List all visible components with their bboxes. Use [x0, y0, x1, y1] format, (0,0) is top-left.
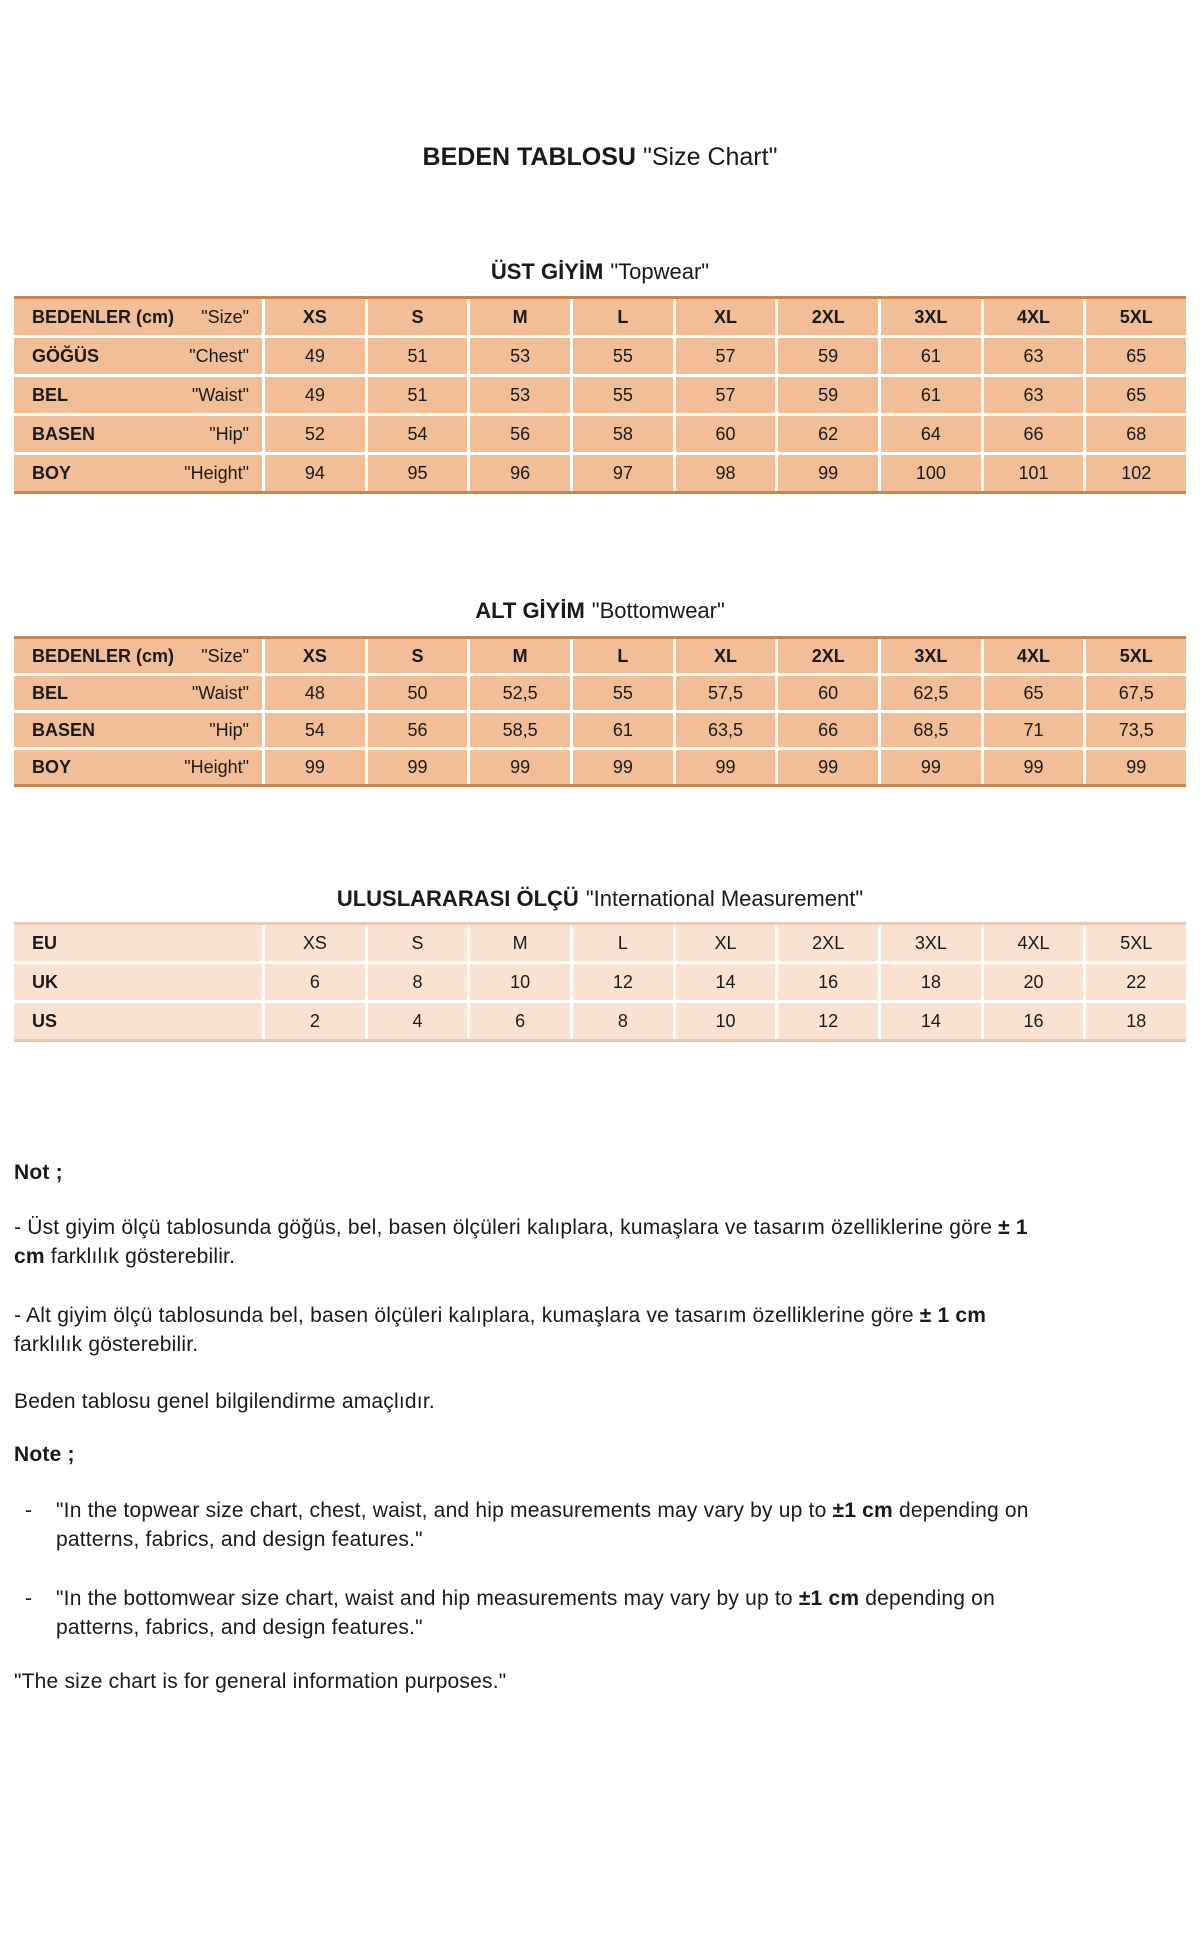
row-label-translation: "Size": [201, 306, 249, 327]
bullet-dash: -: [25, 1587, 33, 1610]
size-header-cell: 2XL: [778, 639, 878, 673]
value-cell: 16: [778, 964, 878, 1000]
value-cell: 6: [265, 964, 365, 1000]
value-cell: 63: [984, 338, 1084, 374]
size-header-cell: 3XL: [881, 925, 981, 961]
value-cell: 99: [984, 750, 1084, 784]
row-label-cell: [14, 416, 262, 452]
table-row: [14, 377, 1186, 413]
row-label-cell: [14, 925, 262, 961]
value-cell: 53: [470, 338, 570, 374]
note-bold-text: Not ;: [14, 1161, 63, 1184]
page-title-translation: "Size Chart": [642, 143, 778, 171]
size-header-cell: XL: [676, 925, 776, 961]
value-cell: 51: [368, 338, 468, 374]
size-header-cell: 2XL: [778, 925, 878, 961]
size-header-cell: 4XL: [984, 925, 1084, 961]
table-row: [14, 964, 1186, 1000]
value-cell: 63,5: [676, 713, 776, 747]
value-cell: 62: [778, 416, 878, 452]
size-header-cell: L: [573, 299, 673, 335]
value-cell: 49: [265, 338, 365, 374]
size-header-cell: 3XL: [881, 639, 981, 673]
note-paragraph: [14, 1496, 1186, 1554]
bottomwear-size-table: [14, 636, 1186, 787]
topwear-heading: [14, 259, 1186, 285]
value-cell: 18: [1086, 1003, 1186, 1039]
value-cell: 68,5: [881, 713, 981, 747]
note-text-span: "The size chart is for general information purposes.": [14, 1670, 507, 1693]
row-label: BOY: [32, 756, 72, 777]
note-paragraph: [14, 1213, 1186, 1271]
size-header-cell: XS: [265, 925, 365, 961]
value-cell: 4: [368, 1003, 468, 1039]
note-label: [14, 1158, 1186, 1187]
value-cell: 67,5: [1086, 676, 1186, 710]
value-cell: 101: [984, 455, 1084, 491]
value-cell: 8: [573, 1003, 673, 1039]
value-cell: 58: [573, 416, 673, 452]
row-label: BOY: [32, 462, 72, 483]
note-bold-text: cm: [14, 1245, 45, 1268]
bottomwear-heading: [14, 598, 1186, 624]
value-cell: 54: [368, 416, 468, 452]
value-cell: 99: [881, 750, 981, 784]
value-cell: 65: [984, 676, 1084, 710]
value-cell: 10: [470, 964, 570, 1000]
note-text-span: patterns, fabrics, and design features.": [56, 1616, 423, 1639]
note-text-span: patterns, fabrics, and design features.": [56, 1528, 423, 1551]
value-cell: 61: [881, 377, 981, 413]
table-header-row: [14, 925, 1186, 961]
row-label: BEL: [32, 682, 68, 703]
value-cell: 99: [368, 750, 468, 784]
value-cell: 57: [676, 338, 776, 374]
value-cell: 50: [368, 676, 468, 710]
row-label-translation: "Hip": [209, 719, 249, 740]
page-title-main: BEDEN TABLOSU: [422, 143, 636, 171]
value-cell: 62,5: [881, 676, 981, 710]
value-cell: 66: [984, 416, 1084, 452]
table-row: [14, 713, 1186, 747]
notes: [14, 1158, 1186, 1696]
size-header-cell: S: [368, 299, 468, 335]
international-heading-translation: "International Measurement": [585, 886, 864, 911]
value-cell: 12: [573, 964, 673, 1000]
value-cell: 20: [984, 964, 1084, 1000]
value-cell: 99: [778, 455, 878, 491]
note-label: [14, 1440, 1186, 1469]
value-cell: 73,5: [1086, 713, 1186, 747]
note-bold-text: ±1 cm: [832, 1499, 893, 1522]
row-label: US: [32, 1010, 58, 1031]
value-cell: 54: [265, 713, 365, 747]
international-size-table: [14, 922, 1186, 1042]
size-header-cell: M: [470, 299, 570, 335]
row-label-translation: "Height": [184, 462, 249, 483]
note-text: [56, 1584, 1186, 1642]
size-header-cell: 4XL: [984, 639, 1084, 673]
size-header-cell: S: [368, 639, 468, 673]
value-cell: 52,5: [470, 676, 570, 710]
value-cell: 8: [368, 964, 468, 1000]
value-cell: 71: [984, 713, 1084, 747]
size-header-cell: S: [368, 925, 468, 961]
bottomwear-heading-translation: "Bottomwear": [591, 598, 725, 623]
note-bold-text: ± 1: [998, 1216, 1028, 1239]
value-cell: 18: [881, 964, 981, 1000]
row-label: BEDENLER (cm): [32, 306, 175, 327]
value-cell: 2: [265, 1003, 365, 1039]
bottomwear-heading-main: ALT GİYİM: [475, 598, 585, 623]
value-cell: 57: [676, 377, 776, 413]
note-paragraph: [14, 1584, 1186, 1642]
table-row: [14, 338, 1186, 374]
row-label-translation: "Waist": [191, 384, 249, 405]
value-cell: 14: [881, 1003, 981, 1039]
row-label-cell: [14, 750, 262, 784]
table-row: [14, 416, 1186, 452]
value-cell: 51: [368, 377, 468, 413]
note-text-span: farklılık gösterebilir.: [44, 1245, 236, 1268]
size-header-cell: M: [470, 639, 570, 673]
value-cell: 16: [984, 1003, 1084, 1039]
value-cell: 57,5: [676, 676, 776, 710]
note-bold-text: Note ;: [14, 1443, 75, 1466]
value-cell: 68: [1086, 416, 1186, 452]
value-cell: 99: [778, 750, 878, 784]
row-label-cell: [14, 639, 262, 673]
size-header-cell: XL: [676, 299, 776, 335]
size-header-cell: 3XL: [881, 299, 981, 335]
value-cell: 12: [778, 1003, 878, 1039]
value-cell: 65: [1086, 338, 1186, 374]
value-cell: 96: [470, 455, 570, 491]
table-row: [14, 676, 1186, 710]
table-row: [14, 455, 1186, 491]
value-cell: 60: [676, 416, 776, 452]
note-text-span: farklılık gösterebilir.: [14, 1333, 199, 1356]
note-paragraph: [14, 1667, 1186, 1696]
row-label: BASEN: [32, 423, 96, 444]
value-cell: 58,5: [470, 713, 570, 747]
value-cell: 55: [573, 338, 673, 374]
value-cell: 99: [265, 750, 365, 784]
topwear-size-table: [14, 296, 1186, 494]
size-header-cell: 5XL: [1086, 299, 1186, 335]
value-cell: 14: [676, 964, 776, 1000]
row-label-cell: [14, 1003, 262, 1039]
row-label-cell: [14, 964, 262, 1000]
value-cell: 66: [778, 713, 878, 747]
row-label: EU: [32, 932, 58, 953]
size-header-cell: 2XL: [778, 299, 878, 335]
value-cell: 48: [265, 676, 365, 710]
value-cell: 97: [573, 455, 673, 491]
size-header-cell: L: [573, 925, 673, 961]
value-cell: 59: [778, 338, 878, 374]
table-header-row: [14, 639, 1186, 673]
table-header-row: [14, 299, 1186, 335]
value-cell: 61: [881, 338, 981, 374]
note-bold-text: ± 1 cm: [919, 1304, 987, 1327]
value-cell: 61: [573, 713, 673, 747]
size-header-cell: 5XL: [1086, 639, 1186, 673]
size-header-cell: XS: [265, 639, 365, 673]
value-cell: 6: [470, 1003, 570, 1039]
section-topwear: [14, 259, 1186, 494]
value-cell: 53: [470, 377, 570, 413]
row-label-cell: [14, 299, 262, 335]
row-label-cell: [14, 338, 262, 374]
value-cell: 95: [368, 455, 468, 491]
value-cell: 49: [265, 377, 365, 413]
note-bold-text: ±1 cm: [798, 1587, 860, 1610]
value-cell: 55: [573, 377, 673, 413]
note-paragraph: [14, 1301, 1186, 1359]
row-label: BEDENLER (cm): [32, 645, 175, 666]
size-header-cell: XL: [676, 639, 776, 673]
international-heading: [14, 886, 1186, 912]
size-header-cell: XS: [265, 299, 365, 335]
topwear-heading-translation: "Topwear": [610, 259, 710, 284]
note-text-span: depending on: [892, 1499, 1029, 1522]
note-text-span: depending on: [859, 1587, 995, 1610]
value-cell: 99: [573, 750, 673, 784]
value-cell: 99: [1086, 750, 1186, 784]
value-cell: 100: [881, 455, 981, 491]
international-heading-main: ULUSLARARASI ÖLÇÜ: [336, 886, 579, 911]
row-label-cell: [14, 676, 262, 710]
value-cell: 22: [1086, 964, 1186, 1000]
note-text: [56, 1496, 1186, 1554]
row-label-translation: "Waist": [191, 682, 249, 703]
value-cell: 59: [778, 377, 878, 413]
note-text-span: - Alt giyim ölçü tablosunda bel, basen ölçüleri kalıplara, kumaşlara ve tasarım özelliklerine göre: [14, 1304, 920, 1327]
size-header-cell: M: [470, 925, 570, 961]
note-paragraph: [14, 1387, 1186, 1416]
note-text-span: "In the bottomwear size chart, waist and hip measurements may vary by up to: [56, 1587, 799, 1610]
size-header-cell: 5XL: [1086, 925, 1186, 961]
value-cell: 65: [1086, 377, 1186, 413]
row-label: GÖĞÜS: [32, 345, 100, 366]
size-header-cell: 4XL: [984, 299, 1084, 335]
section-international: [14, 886, 1186, 1042]
value-cell: 52: [265, 416, 365, 452]
row-label-translation: "Hip": [209, 423, 249, 444]
row-label-cell: [14, 377, 262, 413]
size-header-cell: L: [573, 639, 673, 673]
row-label: BEL: [32, 384, 68, 405]
row-label-translation: "Chest": [189, 345, 249, 366]
row-label: UK: [32, 971, 58, 992]
row-label-translation: "Size": [201, 645, 249, 666]
value-cell: 99: [676, 750, 776, 784]
value-cell: 94: [265, 455, 365, 491]
value-cell: 64: [881, 416, 981, 452]
value-cell: 102: [1086, 455, 1186, 491]
table-row: [14, 750, 1186, 784]
row-label-cell: [14, 455, 262, 491]
size-chart-document: [0, 142, 1200, 1696]
section-bottomwear: [14, 598, 1186, 787]
row-label-translation: "Height": [184, 756, 249, 777]
note-text-span: Beden tablosu genel bilgilendirme amaçlıdır.: [14, 1390, 435, 1413]
value-cell: 55: [573, 676, 673, 710]
row-label-cell: [14, 713, 262, 747]
value-cell: 63: [984, 377, 1084, 413]
bullet-dash: -: [25, 1499, 33, 1522]
value-cell: 56: [470, 416, 570, 452]
page-title: [14, 142, 1186, 172]
topwear-heading-main: ÜST GİYİM: [490, 259, 604, 284]
value-cell: 60: [778, 676, 878, 710]
value-cell: 99: [470, 750, 570, 784]
row-label: BASEN: [32, 719, 96, 740]
value-cell: 56: [368, 713, 468, 747]
note-text-span: - Üst giyim ölçü tablosunda göğüs, bel, basen ölçüleri kalıplara, kumaşlara ve tasarım özelliklerine göre: [14, 1216, 999, 1239]
value-cell: 10: [676, 1003, 776, 1039]
value-cell: 98: [676, 455, 776, 491]
note-text-span: "In the topwear size chart, chest, waist, and hip measurements may vary by up to: [56, 1499, 833, 1522]
table-row: [14, 1003, 1186, 1039]
